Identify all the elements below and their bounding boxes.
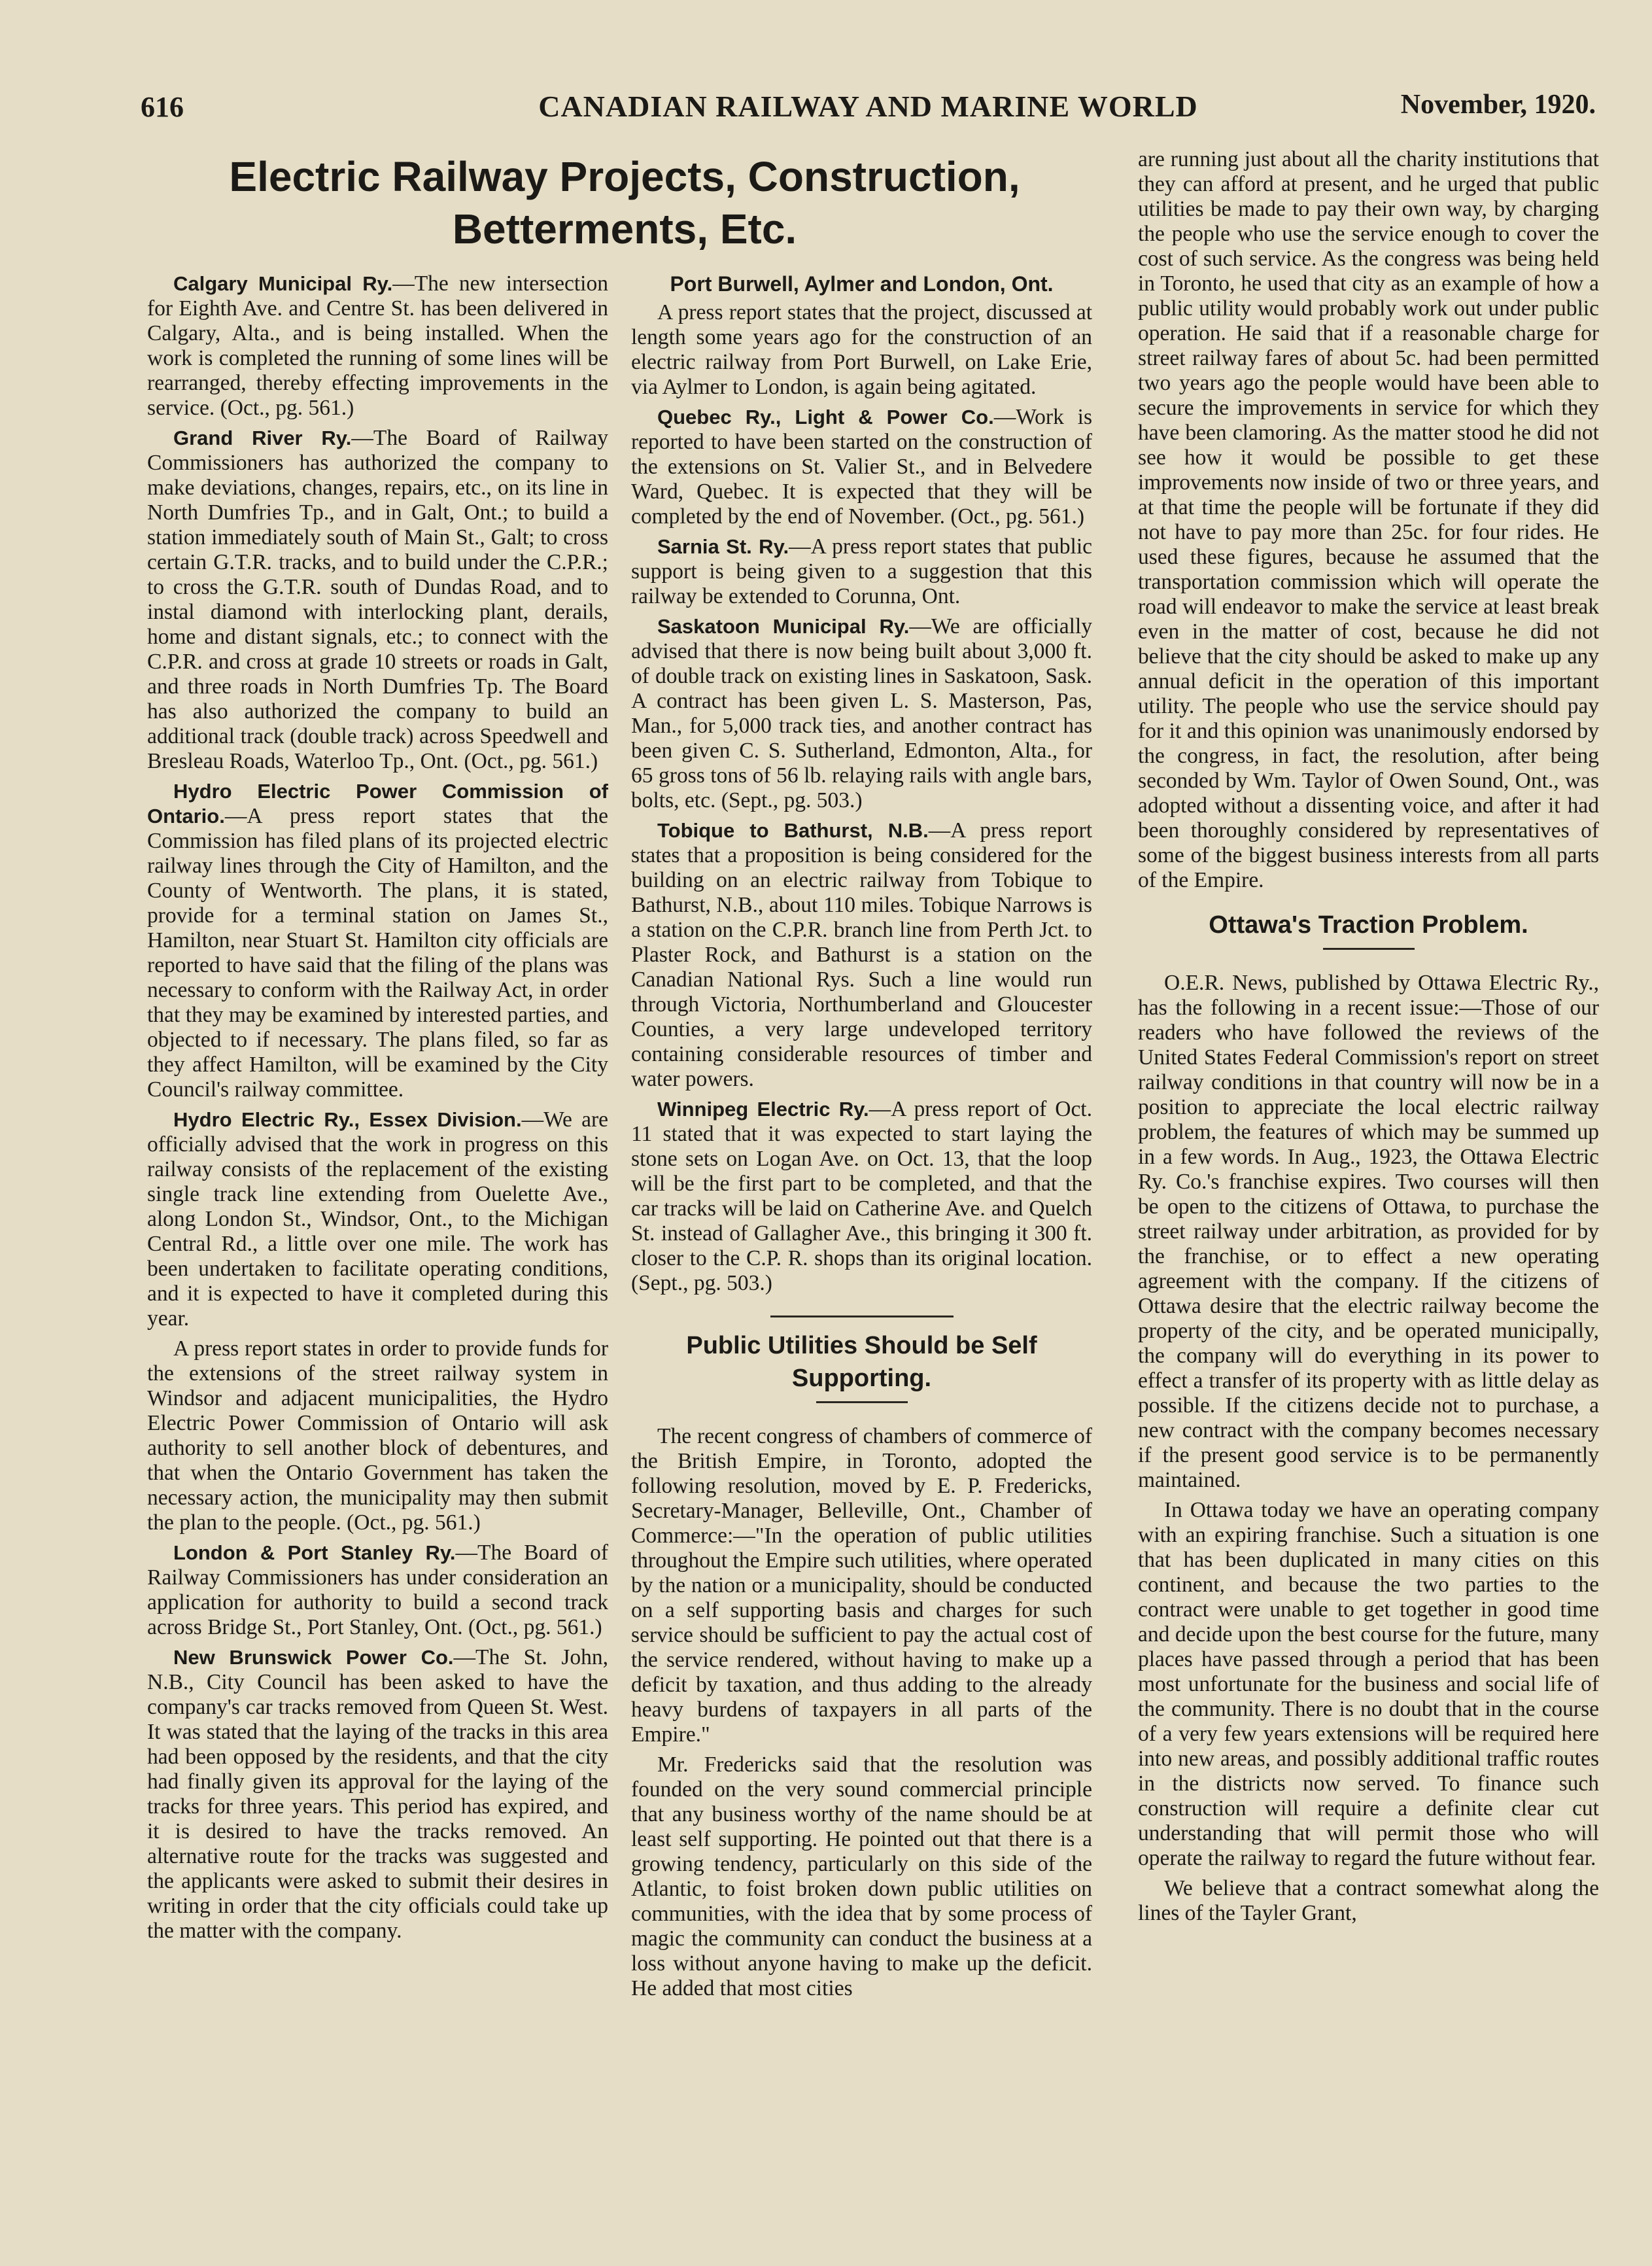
item-text: —We are officially advised that there is now being built about 3,000 ft. of double track on existing lines in Saskatoon, Sask. A contract has been given L. S. Masterson, Pas, Man., for 5,000 track ties, and another contract has been given C. S. Sutherland, Edmonton, Alta., for 65 gross tons of 56 lb. relaying rails with angle bars, bolts, etc. (Sept., pg. 503.) [631,614,1092,812]
item-port-burwell-text: A press report states that the project, discussed at length some years ago for the construction of an electric railway from Port Burwell, on Lake Erie, via Aylmer to London, is again being agitated. [631,300,1092,399]
running-head [141,85,1596,124]
item-grand-river [147,426,608,774]
public-utilities-paragraph: are running just about all the charity institutions that they can afford at present, and he urged that public utilities be made to pay their own way, by charging the people who use the service enough to cover the cost of such service. As the congress was being held in Toronto, he used that city as an example of how a public utility would probably work out under public operation. He said that if a reasonable charge for street railway fares of about 5c. had been permitted two years ago the people would have been able to secure the improvements in service for which they have been clamoring. As the matter stood he did not see how it would be possible to get these improvements now inside of two or three years, and at that time the people will be fortunate if they did not have to pay more than 25c. for four rides. He used these figures, because he assumed that the transportation commission which will operate the road will endeavor to make the service at least break even in the matter of cost, because he did not believe that the city should be asked to make up any annual deficit in the operation of this important utility. The people who use the service should pay for it and this opinion was unanimously endorsed by the congress, in fact, the resolution, after being seconded by Wm. Taylor of Owen Sound, Ont., was adopted without a dissenting voice, and after it had been thoroughly considered by representatives of some of the biggest business interests from all parts of the Empire. [1138,147,1599,892]
item-lead: Sarnia St. Ry. [657,535,789,558]
item-lead: Tobique to Bathurst, N.B. [657,819,929,842]
article-headline: Electric Railway Projects, Construction, Betterments, Etc. [229,153,1020,253]
item-text: —A press report states that the Commission has filed plans of its projected electric railway lines through the City of Hamilton, and the County of Wentworth. The plans, it is stated, provide for a terminal station on James St., Hamilton, near Stuart St. Hamilton city officials are reported to have said that the filing of the plans was necessary to conform with the Railway Act, in order that they may be examined by interested parties, and objected to if necessary. The plans filed, so far as they affect Hamilton, will be examined by the City Council's railway committee. [147,804,608,1102]
item-text: —A press report of Oct. 11 stated that it was expected to start laying the stone sets on Logan Ave. on Oct. 13, that the loop will be the first part to be completed, and that the car tracks will be laid on Catherine Ave. and Quelch St. instead of Gallagher Ave., this bringing it 300 ft. closer to the C.P. R. shops than its original location. (Sept., pg. 503.) [631,1097,1092,1295]
item-quebec [631,405,1092,529]
item-lead: Hydro Electric Power Commission of Ontario. [147,780,608,828]
item-london-port-stanley [147,1541,608,1640]
item-calgary [147,271,608,421]
heading-underline [1323,948,1415,950]
ottawa-paragraph: O.E.R. News, published by Ottawa Electric Ry., has the following in a recent issue:—Those of our readers who have followed the reviews of the United States Federal Commission's report on street railway conditions in that country will now be in a position to appreciate the local electric railway problem, the features of which may be summed up in a few words. In Aug., 1923, the Ottawa Electric Ry. Co.'s franchise expires. Two courses will then be open to the citizens of Ottawa, to purchase the street railway under arbitration, as provided for by the franchise, or to effect a new operating agreement with the company. If the citizens of Ottawa desire that the electric railway become the property of the city, and be operated municipally, the company will do everything in its power to effect a transfer of its property with as little delay as possible. If the citizens decide not to purchase, a new contract with the company becomes necessary if the present good service is to be permanently maintained. [1138,971,1599,1492]
column-2 [631,271,1092,2234]
item-new-brunswick [147,1645,608,1944]
public-utilities-paragraph: The recent congress of chambers of commerce of the British Empire, in Toronto, adopted the following resolution, moved by E. P. Fredericks, Secretary-Manager, Belleville, Ont., Chamber of Commerce:—"In the operation of public utilities throughout the Empire such utilities, where operated by the nation or a municipality, should be conducted on a self supporting basis and charges for such service should be sufficient to pay the actual cost of the service rendered, without having to make up a deficit by taxation, and thus adding to the already heavy burdens of taxpayers in all parts of the Empire." [631,1424,1092,1747]
item-tobique [631,818,1092,1092]
column-1 [147,271,608,2234]
ottawa-paragraph: We believe that a contract somewhat along the lines of the Tayler Grant, [1138,1876,1599,1925]
public-utilities-paragraph: Mr. Fredericks said that the resolution was founded on the very sound commercial principle that any business worthy of the name should be at least self supporting. He pointed out that there is a growing tendency, particularly on this side of the Atlantic, to foist broken down public utilities on communities, with the idea that by some process of magic the community can conduct the business at a loss without anyone having to make up the deficit. He added that most cities [631,1752,1092,2000]
public-utilities-heading: Public Utilities Should be Self Supporting. [686,1332,1037,1392]
item-text: —We are officially advised that the work in progress on this railway consists of the replacement of the existing single track line extending from Ouelette Ave., along London St., Windsor, Ont., to the Michigan Central Rd., a little over one mile. The work has been undertaken to facilitate operating conditions, and it is expected to have it completed during this year. [147,1107,608,1331]
item-text: —A press report states that public support is being given to a suggestion that this railway be extended to Corunna, Ont. [631,534,1092,608]
item-hydro-essex-cont: A press report states in order to provide funds for the extensions of the street railway system in Windsor and adjacent municipalities, the Hydro Electric Power Commission of Ontario will ask authority to sell another block of debentures, and that when the Ontario Government has taken the necessary action, the municipality may then submit the plan to the people. (Oct., pg. 561.) [147,1336,608,1535]
item-lead: New Brunswick Power Co. [173,1646,454,1669]
column-3 [1138,147,1599,2240]
item-text: —Work is reported to have been started on the construction of the extensions on St. Valier St., and in Belvedere Ward, Quebec. It is expected that they will be completed by the end of November. (Oct., pg. 561.) [631,405,1092,529]
item-lead: Quebec Ry., Light & Power Co. [657,406,994,428]
heading-underline [816,1401,908,1403]
item-lead: London & Port Stanley Ry. [173,1541,456,1564]
ottawa-heading: Ottawa's Traction Problem. [1209,911,1528,939]
page-number: 616 [141,91,184,123]
item-lead: Grand River Ry. [173,427,352,449]
item-sarnia [631,534,1092,609]
item-lead: Saskatoon Municipal Ry. [657,615,910,638]
item-hydro-ontario [147,779,608,1102]
item-text: —The St. John, N.B., City Council has been asked to have the company's car tracks removed from Queen St. West. It was stated that the laying of the tracks in this area had been opposed by the residents, and that the city had finally given its approval for the laying of the tracks for three years. This period has expired, and it is desired to have the tracks removed. An alternative route for the tracks was suggested and the applicants were asked to submit their desires in writing in order that the city officials could take up the matter with the company. [147,1645,608,1943]
item-text: —The Board of Railway Commissioners has under consideration an application for authority to build a second track across Bridge St., Port Stanley, Ont. (Oct., pg. 561.) [147,1541,608,1639]
item-winnipeg [631,1097,1092,1296]
ottawa-paragraph: In Ottawa today we have an operating company with an expiring franchise. Such a situation is one that has been duplicated in many cities on this continent, and because the two parties to the contract were unable to get together in good time and decide upon the best course for the future, many places have passed through a period that has been most unfortunate for the business and social life of the community. There is no doubt that in the course of a very few years extensions will be required here into new areas, and possibly additional traffic routes in the districts now served. To finance such construction will require a definite clear cut understanding that will permit those who will operate the railway to regard the future without fear. [1138,1498,1599,1870]
section-divider [770,1316,954,1317]
item-port-burwell-heading: Port Burwell, Aylmer and London, Ont. [670,272,1054,296]
publication-title: CANADIAN RAILWAY AND MARINE WORLD [538,90,1198,123]
item-lead: Calgary Municipal Ry. [173,272,393,295]
item-text: —The Board of Railway Commissioners has authorized the company to make deviations, changes, repairs, etc., on its line in North Dumfries Tp., and in Galt, Ont.; to build a station immediately south of Main St., Galt; to cross certain G.T.R. tracks, and to build under the C.P.R.; to cross the G.T.R. south of Dundas Road, and to instal diamond with interlocking plant, derails, home and distant signals, etc.; to connect with the C.P.R. and cross at grade 10 streets or roads in Galt, and three roads in North Dumfries Tp. The Board has also authorized the company to build an additional track (double track) across Speedwell and Bresleau Roads, Waterloo Tp., Ont. (Oct., pg. 561.) [147,426,608,773]
item-hydro-essex [147,1107,608,1331]
item-text: —A press report states that a proposition is being considered for the building on an electric railway from Tobique to Bathurst, N.B., about 110 miles. Tobique Narrows is a station on the C.P.R. branch line from Perth Jct. to Plaster Rock, and Bathurst is a station on the Canadian National Rys. Such a line would run through Victoria, Northumberland and Gloucester Counties, a very large undeveloped territory containing considerable resources of timber and water powers. [631,818,1092,1091]
issue-date: November, 1920. [1400,90,1596,120]
item-lead: Hydro Electric Ry., Essex Division. [173,1108,522,1131]
item-text: —The new intersection for Eighth Ave. and Centre St. has been delivered in Calgary, Alta., and is being installed. When the work is completed the running of some lines will be rearranged, thereby effecting improvements in the service. (Oct., pg. 561.) [147,271,608,420]
item-saskatoon [631,614,1092,813]
item-lead: Winnipeg Electric Ry. [657,1098,869,1121]
